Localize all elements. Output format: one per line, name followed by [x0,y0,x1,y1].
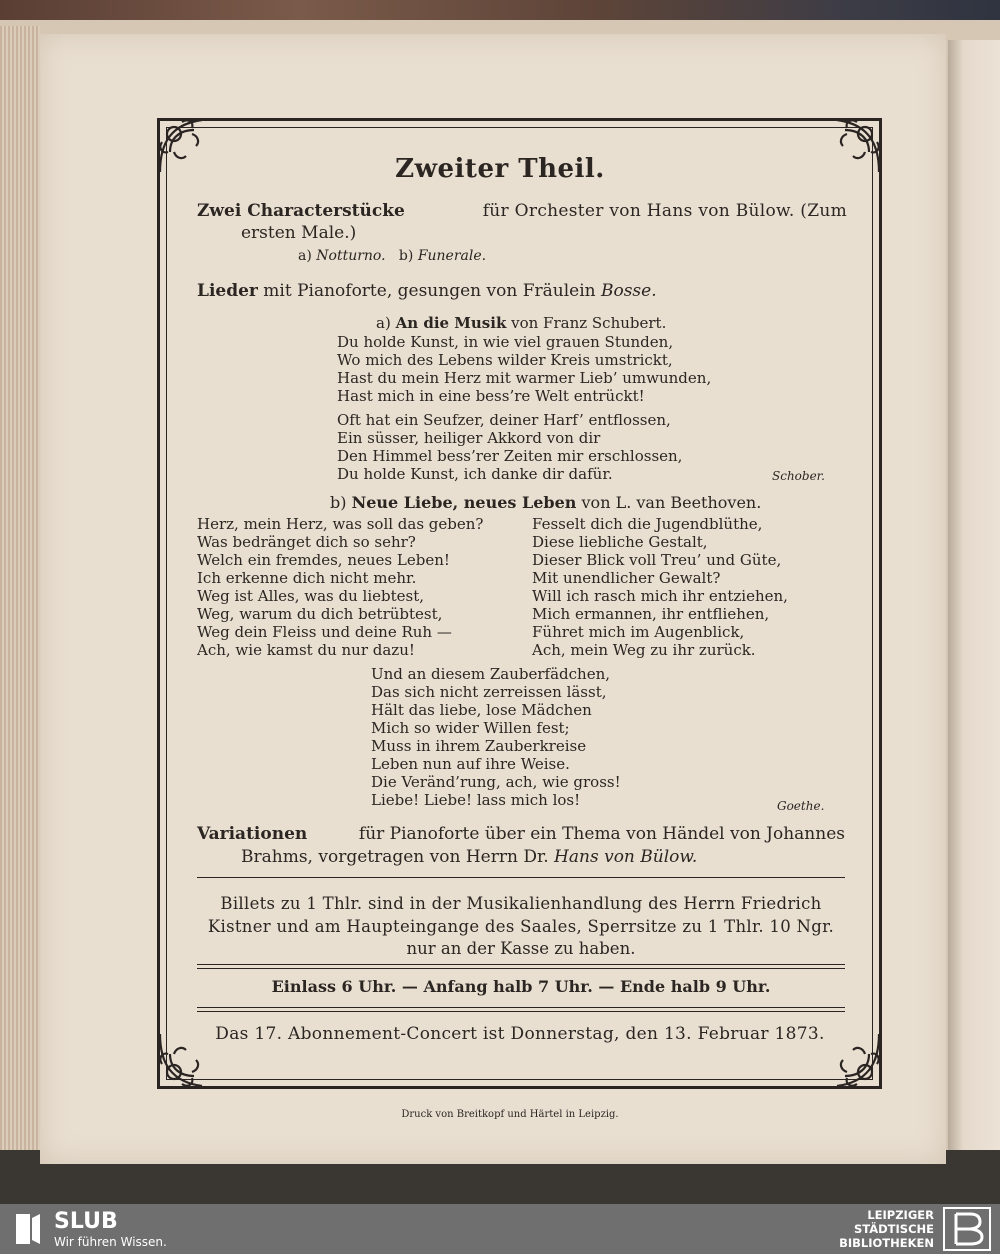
item2-title: Lieder [197,281,258,301]
divider-double [197,1007,845,1012]
song-b-center-line: Muss in ihrem Zauberkreise [371,737,587,755]
item1-text-cont: ersten Male.) [241,223,357,243]
song-b-left-line: Was bedränget dich so sehr? [197,533,416,551]
song-b-right-line: Will ich rasch mich ihr entziehen, [532,587,788,605]
song-b-left-line: Ich erkenne dich nicht mehr. [197,569,417,587]
item3-text-cont [241,848,697,866]
song-a-line: Ein süsser, heiliger Akkord von dir [337,429,601,447]
song-a-line: Wo mich des Lebens wilder Kreis umstrickt, [337,351,673,369]
item1-text: für Orchester von Hans von Bülow. (Zum [482,201,847,221]
song-b-right-line: Mich ermannen, ihr entfliehen, [532,605,770,623]
slub-logo-text[interactable]: SLUB [54,1209,118,1234]
item3-text-b: Brahms, vorgetragen von Herrn Dr. [241,847,549,867]
item3-title: Variationen [197,824,308,844]
song-b-right-line: Diese liebliche Gestalt, [532,533,708,551]
library-name-line: BIBLIOTHEKEN [839,1236,934,1250]
song-a-heading [376,314,666,332]
song-b-poet: Goethe. [777,799,825,813]
item2-singer: Bosse. [600,281,657,301]
library-name-line: LEIPZIGER [867,1208,934,1222]
song-b-left-line: Herz, mein Herz, was soll das geben? [197,515,484,533]
song-b-center-line: Die Veränd’rung, ach, wie gross! [371,773,621,791]
tickets-line: Kistner und am Haupteingange des Saales, Sperrsitze zu 1 Thlr. 10 Ngr. [207,917,835,936]
song-b-composer: von L. van Beethoven. [581,493,762,512]
song-b-left-line: Ach, wie kamst du nur dazu! [197,641,415,659]
program-item-1 [197,202,847,220]
song-b-right-line: Dieser Blick voll Treu’ und Güte, [532,551,782,569]
slub-logo-icon [12,1212,42,1246]
section-heading: Zweiter Theil. [395,154,605,184]
song-a-line: Du holde Kunst, in wie viel grauen Stunden, [337,333,674,351]
song-b-center-line: Liebe! Liebe! lass mich los! [371,791,581,809]
program-item-2 [197,282,657,300]
song-a-poet: Schober. [772,469,825,483]
item3-performer: Hans von Bülow. [554,847,698,867]
song-b-right-line: Fesselt dich die Jugendblüthe, [532,515,763,533]
divider-double [197,964,845,969]
song-a-composer: von Franz Schubert. [511,314,667,332]
song-b-left-line: Weg, warum du dich betrübtest, [197,605,443,623]
sub-a-title: Notturno. [316,248,386,264]
song-b-center-line: Das sich nicht zerreissen lässt, [371,683,607,701]
song-b-right-line: Mit unendlicher Gewalt? [532,569,721,587]
song-a-line: Hast du mein Herz mit warmer Lieb’ umwunden, [337,369,712,387]
next-concert-note: Das 17. Abonnement-Concert ist Donnerstag, den 13. Februar 1873. [215,1024,825,1044]
song-a-line: Oft hat ein Seufzer, deiner Harf’ entflossen, [337,411,671,429]
song-a-line: Du holde Kunst, ich danke dir dafür. [337,465,613,483]
item1-title: Zwei Characterstücke [197,201,405,221]
printer-imprint: Druck von Breitkopf und Härtel in Leipzig. [401,1109,619,1120]
program-item-3 [197,825,845,843]
library-logo-icon[interactable] [942,1206,992,1252]
item1-subitems [298,247,486,265]
song-b-center-line: Leben nun auf ihre Weise. [371,755,570,773]
library-name-line: STÄDTISCHE [853,1222,934,1236]
song-b-right-line: Führet mich im Augenblick, [532,623,745,641]
song-a-line: Hast mich in eine bess’re Welt entrückt! [337,387,645,405]
item2-text: mit Pianoforte, gesungen von Fräulein [263,281,596,301]
song-a-label: a) [376,314,391,332]
event-times: Einlass 6 Uhr. — Anfang halb 7 Uhr. — Ende halb 9 Uhr. [271,977,771,996]
song-b-center-line: Hält das liebe, lose Mädchen [371,701,592,719]
song-b-title: Neue Liebe, neues Leben [351,493,577,512]
page-edges-left [0,26,40,1176]
sub-a-label: a) [298,248,312,264]
song-b-center-line: Mich so wider Willen fest; [371,719,570,737]
song-b-right-line: Ach, mein Weg zu ihr zurück. [532,641,756,659]
song-b-left-line: Welch ein fremdes, neues Leben! [197,551,450,569]
song-b-heading [330,494,761,512]
song-a-title: An die Musik [395,314,507,332]
footer-bar [0,1204,1000,1254]
tickets-line: nur an der Kasse zu haben. [406,939,636,958]
song-a-line: Den Himmel bess’rer Zeiten mir erschlossen, [337,447,683,465]
divider [197,877,845,878]
item3-text: für Pianoforte über ein Thema von Händel von Johannes [358,824,845,844]
tickets-line: Billets zu 1 Thlr. sind in der Musikalienhandlung des Herrn Friedrich [220,894,822,913]
song-b-left-line: Weg dein Fleiss und deine Ruh — [197,623,452,641]
facing-page-edge [948,40,1000,1180]
sub-b-label: b) [398,248,414,264]
sub-b-title: Funerale. [417,248,487,264]
song-b-center-line: Und an diesem Zauberfädchen, [371,665,611,683]
song-b-left-line: Weg ist Alles, was du liebtest, [197,587,425,605]
slub-tagline: Wir führen Wissen. [54,1235,167,1249]
song-b-label: b) [330,493,347,512]
